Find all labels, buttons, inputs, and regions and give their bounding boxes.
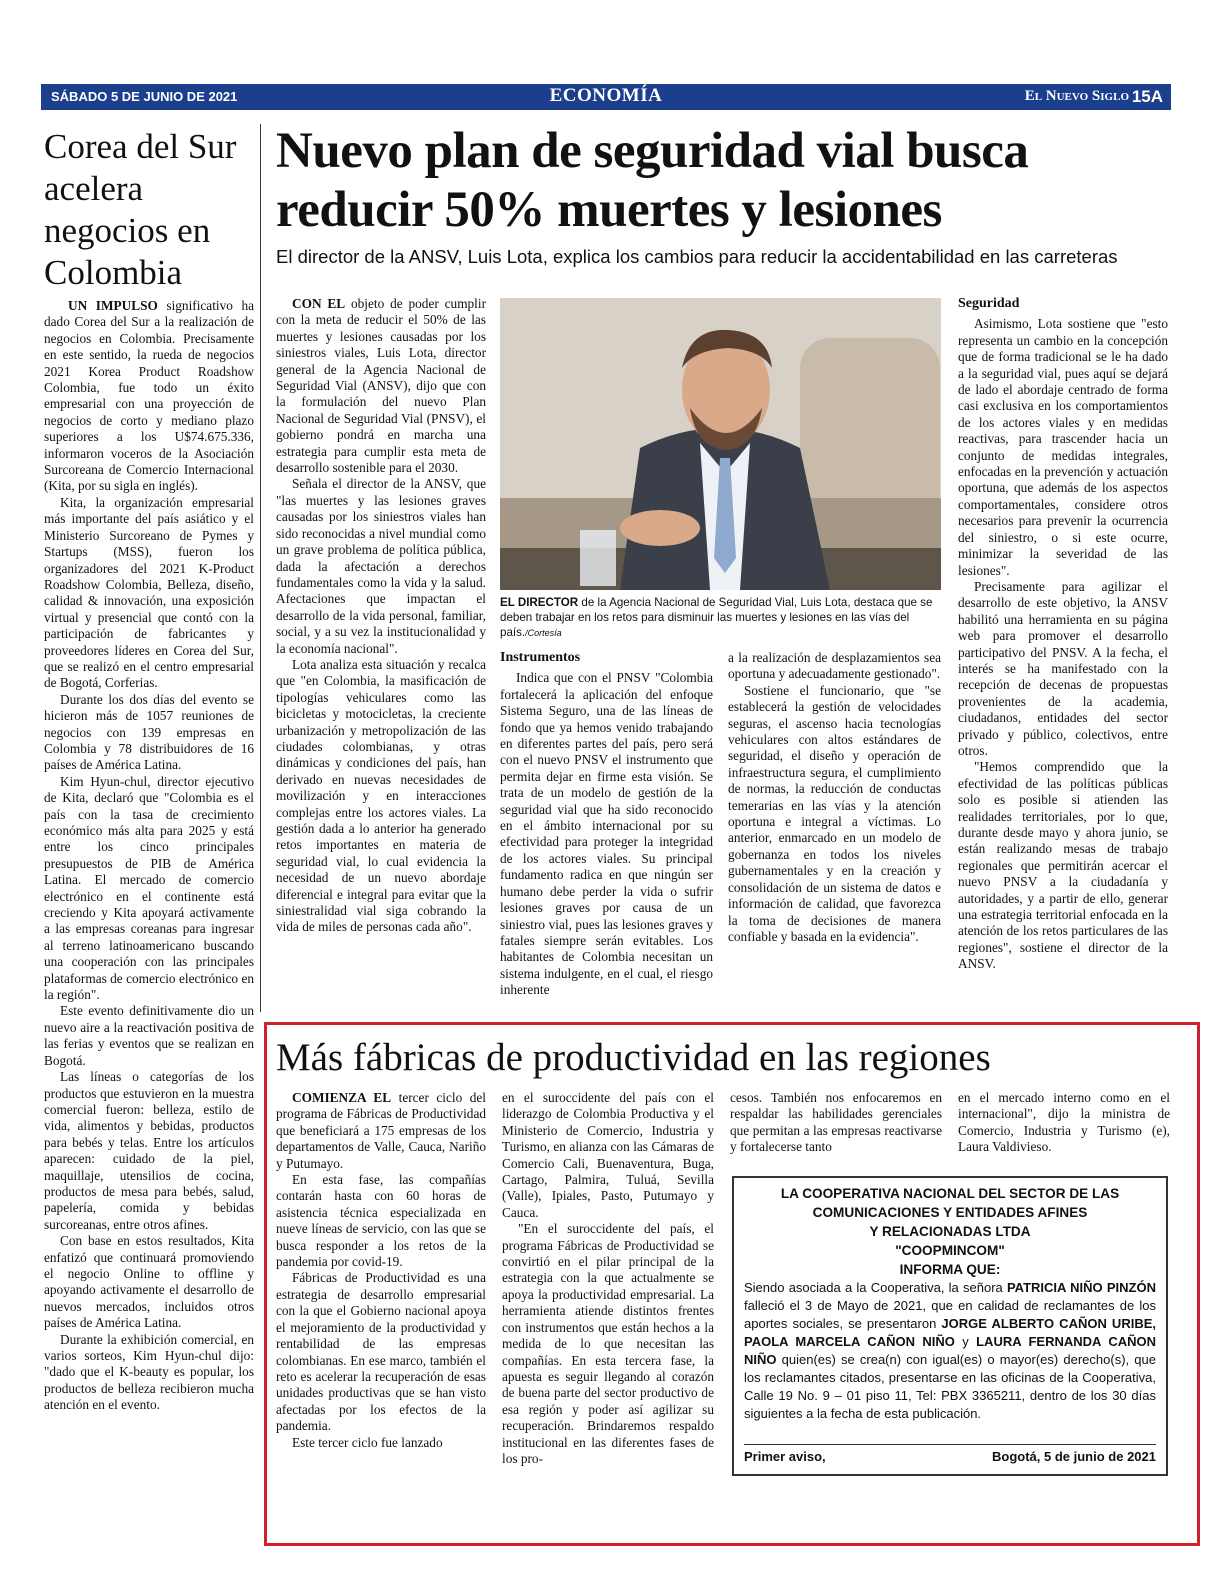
boxed-paragraph: en el mercado interno como en el internacional", dijo la ministra de Comercio, Industria y Turismo (e), Laura Valdivieso.	[958, 1090, 1170, 1155]
side-paragraph: Kita, la organización empresarial más importante del país asiático y el Ministerio Surcoreano de Pymes y Startups (MSS), fueron los organizadores del 2021 K-Product Roadshow Colombia, Belleza, diseño, calidad & innovación, una exposición virtual y presencial que contó con la participación de fabricantes y proveedores líderes en Corea del Sur, que se realizó en el centro empresarial de Bogotá, Corferias.	[44, 494, 254, 691]
boxed-paragraph: tercer ciclo del programa de Fábricas de Productividad que beneficiará a 175 empresas de los departamentos de Valle, Cauca, Nariño y Putumayo.	[276, 1090, 486, 1171]
notice-informa: INFORMA QUE:	[899, 1262, 1001, 1277]
caption-lead: EL DIRECTOR	[500, 596, 579, 609]
issue-date: SÁBADO 5 DE JUNIO DE 2021	[51, 89, 238, 104]
notice-org-line: LA COOPERATIVA NACIONAL DEL SECTOR DE LAS	[780, 1186, 1120, 1201]
boxed-paragraph: Fábricas de Productividad es una estrategia de desarrollo empresarial con la que el Gobierno nacional apoya el mejoramiento de la productividad y rentabilidad de las empresas colombianas. En ese marco, también el reto es acelerar la recuperación de esas unidades productivas que se han visto afectadas por los efectos de la pandemia.	[276, 1270, 486, 1434]
photo-credit: /Cortesía	[525, 628, 562, 638]
side-lead: UN IMPULSO	[68, 298, 158, 313]
notice-org-line: COMUNICACIONES Y ENTIDADES AFINES	[812, 1205, 1088, 1220]
boxed-lead: COMIENZA EL	[292, 1090, 392, 1105]
boxed-paragraph: Este tercer ciclo fue lanzado	[292, 1434, 443, 1450]
side-paragraph: Con base en estos resultados, Kita enfatizó que continuará promoviendo el negocio Online to offline y apoyando activamente el desarrollo de nuevos mercados, incluidos otros países de América Latina.	[44, 1233, 254, 1331]
main-paragraph: a la realización de desplazamientos sea oportuna y adecuadamente gestionado".	[728, 650, 941, 682]
boxed-column-2	[502, 1090, 714, 1530]
main-paragraph: Asimismo, Lota sostiene que "esto representa un cambio en la concepción que de forma tradicional se le ha dado a la seguridad vial, pues aquí se dejará de lado el abordaje centrado de forma casi exclusiva en los comportamientos de los actores viales y en medidas reactivas, para trascender hacia un conjunto de medidas integrales, enfocadas en la prevención y actuación oportuna, que además de los aspectos comportamentales, considere otros necesarios para prevenir la ocurrencia del siniestro, o si este ocurre, minimizar la severidad de las lesiones".	[958, 316, 1168, 578]
column-divider	[260, 124, 261, 1012]
main-paragraph: "Hemos comprendido que la efectividad de las políticas públicas solo es posible si atienden las realidades territoriales, por lo que, durante desde mayo y ahora junio, se están realizando mesas de trabajo regionales que permitirán acercar el nuevo PNSV a la ciudadanía y autoridades, y a partir de ello, generar una estrategia territorial enfocada en la atención de los retos particulares de las regiones", sostiene el director de la ANSV.	[958, 759, 1168, 972]
section-name: ECONOMÍA	[549, 85, 663, 106]
side-paragraph: Durante los dos días del evento se hicieron más de 1057 reuniones de negocios con 139 empresas en Colombia y 78 distribuidores de 16 países de América Latina.	[44, 691, 254, 773]
caption-text: de la Agencia Nacional de Seguridad Vial, Luis Lota, destaca que se deben trabajar en los retos para disminuir las muertes y lesiones en las vías del país.	[500, 596, 933, 639]
notice-footer	[744, 1444, 1156, 1466]
side-paragraph: Este evento definitivamente dio un nuevo aire a la reactivación positiva de las ferias y eventos que se realizan en Bogotá.	[44, 1003, 254, 1068]
notice-body	[734, 1279, 1166, 1423]
boxed-article-title: Más fábricas de productividad en las regiones	[276, 1036, 991, 1079]
notice-text: y	[954, 1334, 977, 1349]
header-bar	[41, 84, 1171, 110]
boxed-column-1	[276, 1090, 486, 1530]
notice-org-short: "COOPMINCOM"	[895, 1243, 1005, 1258]
boxed-column-3	[730, 1090, 942, 1170]
side-paragraph: significativo ha dado Corea del Sur a la realización de negocios en Colombia. Precisamente en este sentido, la rueda de negocios 2021 Korea Product Roadshow Colombia, fue todo un éxito empresarial con una proyección de negocios de corto y mediano plazo superiores a los U$74.675.336, informaron voceros de la Asociación Surcoreana de Comercio Internacional (Kita, por su sigla en inglés).	[44, 298, 254, 494]
boxed-column-4	[958, 1090, 1170, 1170]
page-number: 15A	[1131, 87, 1163, 106]
photo-illustration	[500, 298, 941, 590]
main-headline: Nuevo plan de seguridad vial busca reducir 50% muertes y lesiones	[276, 123, 1029, 238]
boxed-paragraph: "En el suroccidente del país, el programa Fábricas de Productividad se convirtió en el pilar principal de la estrategia con la que actualmente se apoya la productividad empresarial. La herramienta atiende distintos frentes con instrumentos que están hechos a la medida de lo que necesitan las compañías. En esta tercera fase, la apuesta es seguir llegando al corazón de buena parte del sector productivo de esa región y poder así agilizar su recuperación. Brindaremos respaldo institucional en las diferentes fases de los pro-	[502, 1221, 714, 1466]
main-lead: CON EL	[292, 296, 346, 311]
notice-place-date: Bogotá, 5 de junio de 2021	[992, 1449, 1156, 1464]
subheading-instrumentos: Instrumentos	[500, 650, 581, 665]
main-column-2	[500, 650, 713, 1012]
side-article-title: Corea del Sur acelera negocios en Colombia	[44, 127, 237, 292]
notice-first-notice: Primer aviso,	[744, 1449, 826, 1464]
legal-notice	[732, 1176, 1168, 1476]
main-column-3	[728, 650, 941, 1012]
notice-org-line: Y RELACIONADAS LTDA	[869, 1224, 1031, 1239]
boxed-paragraph: cesos. También nos enfocaremos en respaldar las habilidades gerenciales que permitan a las empresas reactivarse y fortalecerse tanto	[730, 1090, 942, 1155]
notice-text: Siendo asociada a la Cooperativa, la señora	[744, 1280, 1007, 1295]
side-paragraph: Kim Hyun-chul, director ejecutivo de Kita, declaró que "Colombia es el país con la tasa de crecimiento económico más alta para 2025 y está entre los cinco principales presupuestos de PIB de América Latina. El mercado de comercio electrónico en el continente está creciendo y Kita apoyará activamente a las empresas coreanas para ingresar al terreno latinoamericano buscando una cooperación con las principales plataformas de comercio electrónico en la región".	[44, 773, 254, 1003]
main-subtitle: El director de la ANSV, Luis Lota, explica los cambios para reducir la accidentabilidad en las carreteras	[276, 246, 1118, 267]
side-paragraph: Las líneas o categorías de los productos que estuvieron en la muestra comercial fueron: belleza, estilo de vida, alimentos y bebidas, productos para bebés y telas. Entre los artículos aparecen: cuidado de la piel, maquillaje, utensilios de cocina, productos de mesa para bebés, salud, papelería, comida y bebidas surcoreanas, entre otros afines.	[44, 1069, 254, 1232]
main-paragraph: Señala el director de la ANSV, que "las muertes y las lesiones graves causadas por los siniestros viales han sido reconocidas a nivel mundial como un grave problema de política pública, dada la afectación a derechos fundamentales como la vida y la salud. Afectaciones que impactan el desarrollo de la vida personal, familiar, social, y a su vez la institucionalidad y la economía nacional".	[276, 476, 486, 656]
main-column-4	[958, 296, 1168, 1012]
director-photo	[500, 298, 941, 590]
newspaper-name: El Nuevo Siglo	[1024, 88, 1129, 104]
notice-text: falleció el 3 de Mayo de 2021, que en calidad de reclamantes de los aportes sociales, se presentaron	[744, 1298, 1156, 1331]
notice-name: JORGE ALBERTO CAÑON URIBE, PAOLA MARCELA CAÑON NIÑO	[744, 1316, 1156, 1349]
notice-name: PATRICIA NIÑO PINZÓN	[1006, 1280, 1156, 1295]
main-paragraph: objeto de poder cumplir con la meta de reducir el 50% de las muertes y lesiones causadas por los siniestros viales, Luis Lota, director general de la Agencia Nacional de Seguridad Vial (ANSV), dijo que con la formulación del nuevo Plan Nacional de Seguridad Vial (PNSV), el gobierno pondrá en marcha una estrategia para cumplir esta meta de desarrollo sostenible para el 2030.	[276, 296, 486, 476]
notice-text: quien(es) se crea(n) con igual(es) o mayor(es) derecho(s), que los reclamantes citados, presentarse en las oficinas de la Cooperativa, Calle 19 No. 9 – 01 piso 11, Tel: PBX 3365211, dentro de los 30 días siguientes a la fecha de esta publicación.	[744, 1352, 1156, 1421]
photo-caption	[500, 595, 941, 641]
subheading-seguridad: Seguridad	[958, 296, 1020, 311]
boxed-paragraph: En esta fase, las compañías contarán hasta con 60 horas de asistencia técnica especializada en nueve líneas de servicio, con las que se busca responder a los retos de la pandemia por covid-19.	[276, 1172, 486, 1270]
main-paragraph: Precisamente para agilizar el desarrollo de este objetivo, la ANSV habilitó una herramienta en su página web para promover el desarrollo participativo del PNSV. A la fecha, el interés se ha manifestado con la recepción de decenas de propuestas provenientes de la academia, ciudadanos, entidades del sector privado y público, colectivos, entre otros.	[958, 578, 1168, 758]
main-column-1	[276, 296, 486, 1012]
boxed-paragraph: en el suroccidente del país con el liderazgo de Colombia Productiva y el Ministerio de Comercio, Industria y Turismo, en alianza con las Cámaras de Comercio Cali, Buenaventura, Buga, Cartago, Palmira, Tuluá, Sevilla (Valle), Ipiales, Pasto, Putumayo y Cauca.	[502, 1090, 714, 1220]
side-paragraph: Durante la exhibición comercial, en varios sorteos, Kim Hyun-chul dijo: "dado que el K-beauty es popular, los productos de belleza recibieron mucha atención en el evento.	[44, 1331, 254, 1413]
side-article-body	[44, 298, 254, 1488]
notice-name: LAURA FERNANDA CAÑON NIÑO	[744, 1334, 1156, 1367]
notice-header	[734, 1184, 1166, 1279]
main-paragraph: Lota analiza esta situación y recalca que "en Colombia, la masificación de tipologías vehiculares como las bicicletas y motocicletas, la creciente urbanización y metropolización de las ciudades colombianas, y otras dinámicas y condiciones del país, han derivado en nuevas necesidades de movilización y en interacciones complejas entre los actores viales. La gestión dada a lo anterior ha generado retos importantes en materia de seguridad vial, lo cual evidencia la necesidad de un nuevo abordaje diferencial e integral para evitar que la siniestralidad vial siga cobrando la vida de miles de personas cada año".	[276, 656, 486, 935]
main-paragraph: Sostiene el funcionario, que "se establecerá la gestión de velocidades seguras, el ascenso hacia tecnologías vehiculares con altos estándares de seguridad, el diseño y operación de infraestructura segura, el cumplimiento de normas, la reducción de conductas temerarias en las vías y la atención oportuna e integral a víctimas. Lo anterior, enmarcado en un modelo de gobernanza en todos los niveles gubernamentales y en la creación y consolidación de un sistema de datos e información de calidad, que favorezca la toma de decisiones de manera confiable y basada en la evidencia".	[728, 682, 941, 944]
main-paragraph: Indica que con el PNSV "Colombia fortalecerá la aplicación del enfoque Sistema Seguro, una de las líneas de fondo que ya hemos venido trabajando en diferentes partes del país, pero será con el nuevo PNSV el instrumento que permita dejar en firme esta visión. Se trata de un modelo de gestión de la seguridad vial que ha sido reconocido en el ámbito internacional por su efectividad para proteger la integridad de los actores viales. Su principal fundamento radica en que ningún ser humano debe perder la vida o sufrir lesiones graves por causa de un siniestro vial, pues las lesiones graves y fatales siempre serán evitables. Los habitantes de Colombia necesitan un sistema indulgente, en el cual, el riesgo inherente	[500, 670, 713, 998]
